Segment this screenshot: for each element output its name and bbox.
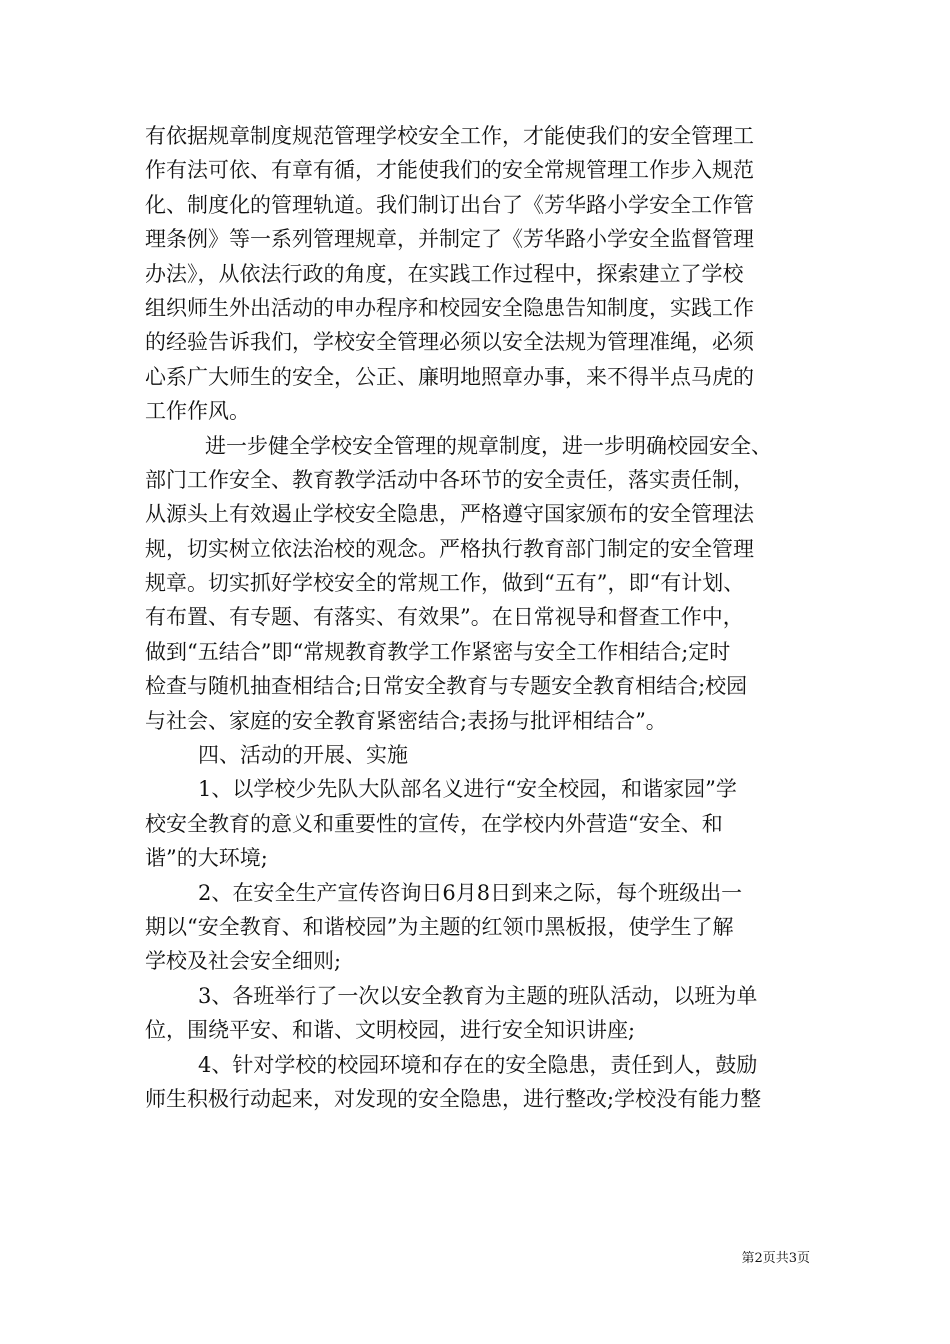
text-line: 心系广大师生的安全，公正、廉明地照章办事，来不得半点马虎的 <box>145 364 754 389</box>
text-line: 化、制度化的管理轨道。我们制订出台了《芳华路小学安全工作管 <box>145 192 754 217</box>
text-line: 有布置、有专题、有落实、有效果”。在日常视导和督查工作中， <box>145 605 744 630</box>
text-line: 位，围绕平安、和谐、文明校园，进行安全知识讲座; <box>145 1018 636 1043</box>
text-line: 规，切实树立依法治校的观念。严格执行教育部门制定的安全管理 <box>145 536 754 561</box>
text-line: 作有法可依、有章有循，才能使我们的安全常规管理工作步入规范 <box>145 158 754 183</box>
list-item-start-line: 3、各班举行了一次以安全教育为主题的班队活动，以班为单 <box>198 983 758 1008</box>
text-line: 期以“安全教育、和谐校园”为主题的红领巾黑板报，使学生了解 <box>145 914 734 939</box>
text-line: 与社会、家庭的安全教育紧密结合;表扬与批评相结合”。 <box>145 708 667 733</box>
section-heading: 四、活动的开展、实施 <box>198 743 408 768</box>
page-number-footer: 第2页共3页 <box>741 1251 810 1266</box>
text-line: 做到“五结合”即“常规教育教学工作紧密与安全工作相结合;定时 <box>145 639 731 664</box>
text-line: 从源头上有效遏止学校安全隐患，严格遵守国家颁布的安全管理法 <box>145 502 754 527</box>
list-item-start-line: 1、以学校少先队大队部名义进行“安全校园，和谐家园”学 <box>198 777 737 802</box>
text-line: 师生积极行动起来，对发现的安全隐患，进行整改;学校没有能力整 <box>145 1086 762 1111</box>
text-line: 学校及社会安全细则; <box>145 949 342 974</box>
text-line: 检查与随机抽查相结合;日常安全教育与专题安全教育相结合;校园 <box>145 674 748 699</box>
text-line: 的经验告诉我们，学校安全管理必须以安全法规为管理准绳，必须 <box>145 330 754 355</box>
paragraph-start-line: 进一步健全学校安全管理的规章制度，进一步明确校园安全、 <box>205 433 772 458</box>
text-line: 办法》，从依法行政的角度，在实践工作过程中，探索建立了学校 <box>145 261 744 286</box>
text-line: 部门工作安全、教育教学活动中各环节的安全责任，落实责任制， <box>145 467 754 492</box>
text-line: 理条例》等一系列管理规章，并制定了《芳华路小学安全监督管理 <box>145 227 754 252</box>
body-text <box>145 119 825 1116</box>
text-line: 校安全教育的意义和重要性的宣传，在学校内外营造“安全、和 <box>145 811 723 836</box>
text-line: 规章。切实抓好学校安全的常规工作，做到“五有”，即“有计划、 <box>145 571 745 596</box>
list-item-start-line: 2、在安全生产宣传咨询日6月8日到来之际，每个班级出一 <box>198 880 743 905</box>
text-line: 组织师生外出活动的申办程序和校园安全隐患告知制度，实践工作 <box>145 295 754 320</box>
list-item-start-line: 4、针对学校的校园环境和存在的安全隐患，责任到人，鼓励 <box>198 1052 758 1077</box>
text-line: 谐”的大环境; <box>145 846 268 871</box>
text-line: 工作作风。 <box>145 399 250 424</box>
text-line: 有依据规章制度规范管理学校安全工作，才能使我们的安全管理工 <box>145 124 754 148</box>
